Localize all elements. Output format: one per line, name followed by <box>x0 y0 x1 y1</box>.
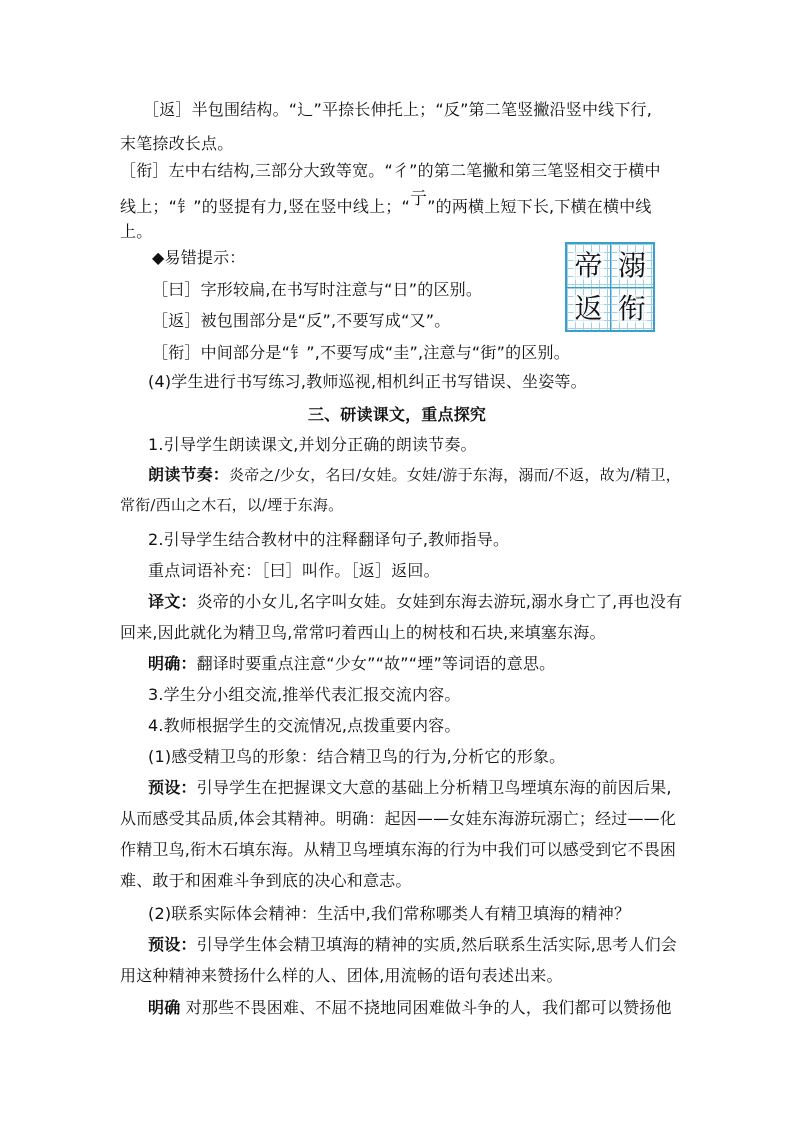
text-fragment: 炎帝之/少女，名曰/女娃。女娃/游于东海，溺而/不返，故为/精卫， <box>229 466 681 484</box>
grid-cell <box>610 244 653 287</box>
text-line: 用这种精神来赞扬什么样的人、团体,用流畅的语句表述出来。 <box>120 966 563 985</box>
text-line <box>148 592 682 612</box>
label: 明确 <box>148 998 181 1017</box>
character-grid <box>565 242 655 332</box>
text-fragment: 引导学生在把握课文大意的基础上分析精卫鸟堙填东海的前因后果, <box>196 778 672 797</box>
text-line: (2)联系实际体会精神：生活中,我们常称哪类人有精卫填海的精神？ <box>148 904 631 923</box>
text-line: 常衔/西山之木石，以/堙于东海。 <box>120 496 344 514</box>
label: 预设： <box>148 935 197 954</box>
text-line: 1.引导学生朗读课文,并划分正确的朗读节奏。 <box>148 435 477 454</box>
text-line <box>148 654 555 674</box>
text-fragment: 炎帝的小女儿,名字叫女娃。女娃到东海去游玩,溺水身亡了,再也没有 <box>196 592 683 611</box>
text-line: 4.教师根据学生的交流情况,点拨重要内容。 <box>148 716 461 735</box>
grid-cell <box>567 287 610 330</box>
text-fragment: ”的两横上短下长,下横在横中线 <box>427 197 652 216</box>
text-line: 回来,因此就化为精卫鸟,常常叼着西山上的树枝和石块,来填塞东海。 <box>120 623 606 642</box>
grid-character: 溺 <box>617 248 646 282</box>
grid-character: 帝 <box>574 248 603 282</box>
text-line: 末笔捺改长点。 <box>120 134 234 153</box>
character-glyph: 亍 <box>409 189 428 209</box>
text-line: ［曰］字形较扁,在书写时注意与“日”的区别。 <box>152 280 483 299</box>
text-line <box>120 189 652 217</box>
text-line: (1)感受精卫鸟的形象：结合精卫鸟的行为,分析它的形象。 <box>148 747 566 766</box>
section-heading: 三、研读课文，重点探究 <box>307 405 487 424</box>
text-fragment: 引导学生体会精卫填海的精神的实质,然后联系生活实际,思考人们会 <box>196 935 677 954</box>
text-line <box>148 465 681 485</box>
text-line: 难、敢于和困难斗争到底的决心和意志。 <box>120 871 412 890</box>
text-line: ［返］半包围结构。“辶”平捺长伸托上；“反”第二笔竖撇沿竖中线下行, <box>143 100 653 119</box>
text-fragment: 线上；“钅”的竖提有力,竖在竖中线上；“ <box>120 197 410 216</box>
text-line: 3.学生分小组交流,推举代表汇报交流内容。 <box>148 685 461 704</box>
text-line: (4)学生进行书写练习,教师巡视,相机纠正书写错误、坐姿等。 <box>148 372 587 391</box>
text-line <box>148 778 672 798</box>
text-line: ［衔］中间部分是“钅”,不要写成“圭”,注意与“街”的区别。 <box>152 343 570 362</box>
label: 朗读节奏： <box>148 465 230 484</box>
grid-cell <box>610 287 653 330</box>
label: 预设： <box>148 778 197 797</box>
text-line: 重点词语补充：［曰］叫作。［返］返回。 <box>148 561 440 580</box>
text-line <box>148 998 672 1018</box>
text-line: ［衔］左中右结构,三部分大致等宽。“彳”的第二笔撇和第三笔竖相交于横中 <box>120 161 661 180</box>
label: 译文： <box>148 592 197 611</box>
grid-character: 衔 <box>617 292 646 325</box>
tips-heading: ◆易错提示： <box>152 248 246 267</box>
text-line <box>148 935 677 955</box>
text-line: 上。 <box>120 222 153 241</box>
text-fragment: 翻译时要重点注意“少女”“故”“堙”等词语的意思。 <box>196 654 556 673</box>
label: 明确： <box>148 654 197 673</box>
text-line: 从而感受其品质,体会其精神。明确：起因——女娃东海游玩溺亡；经过——化 <box>120 809 677 828</box>
grid-character: 返 <box>574 292 603 325</box>
text-line: 2.引导学生结合教材中的注释翻译句子,教师指导。 <box>148 530 510 549</box>
grid-cell <box>567 244 610 287</box>
text-line: 作精卫鸟,衔木石填东海。从精卫鸟堙填东海的行为中我们可以感受到它不畏困 <box>120 840 677 859</box>
text-line: ［返］被包围部分是“反”,不要写成“又”。 <box>152 311 451 330</box>
text-fragment: 对那些不畏困难、不屈不挠地同困难做斗争的人，我们都可以赞扬他 <box>185 998 672 1017</box>
